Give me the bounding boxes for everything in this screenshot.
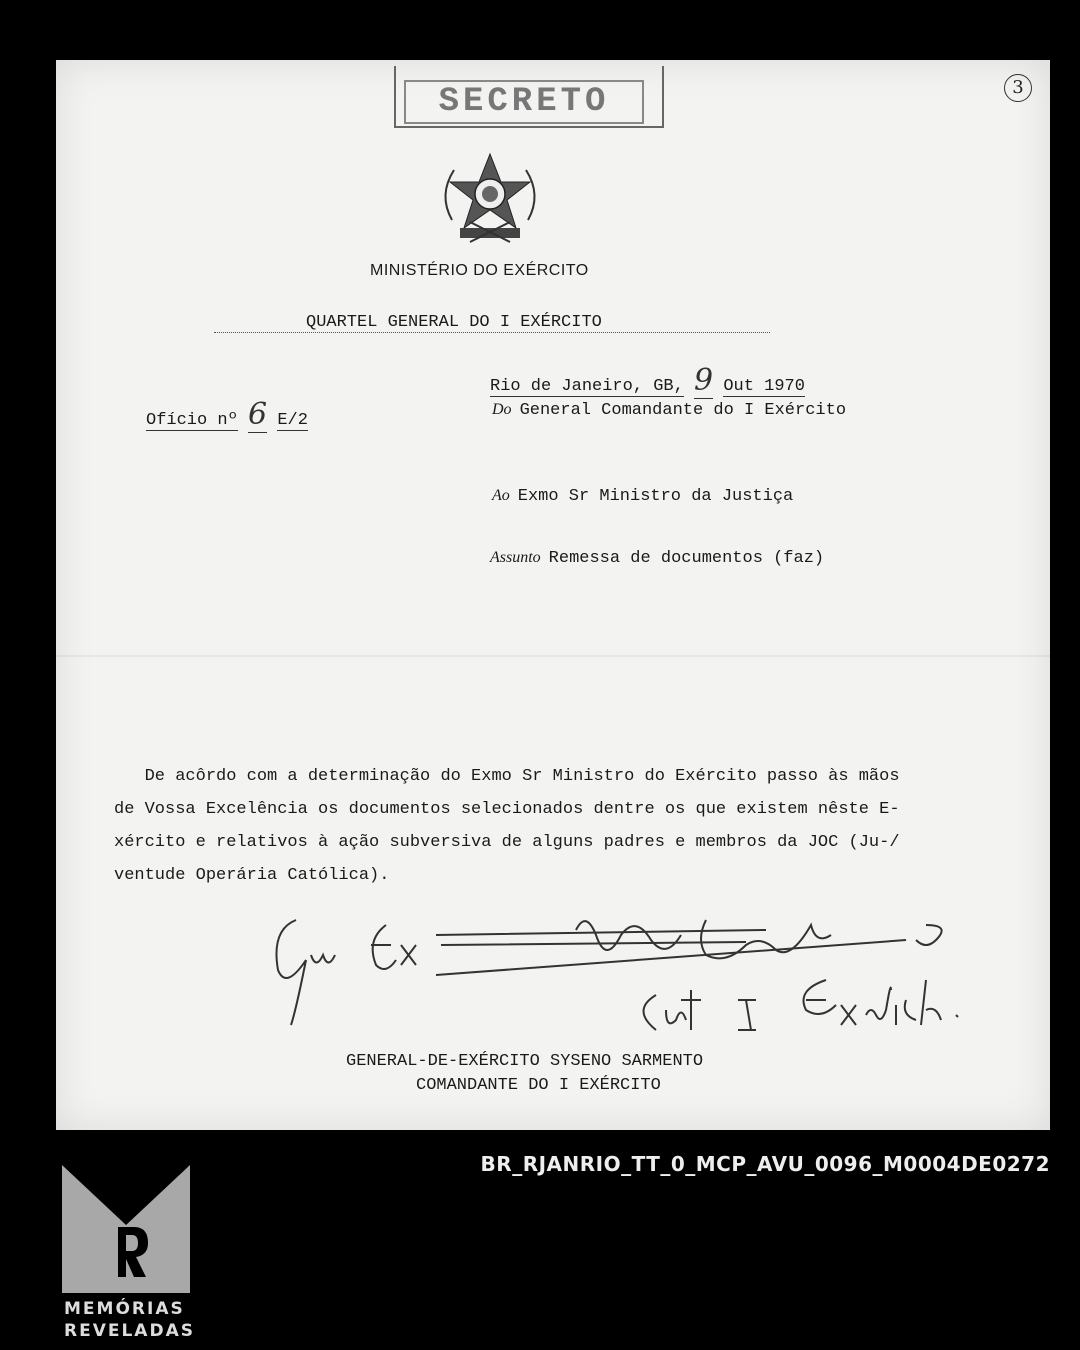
letter-body bbox=[114, 760, 1014, 892]
to-label: Ao bbox=[492, 487, 510, 504]
from-value: General Comandante do I Exército bbox=[519, 401, 847, 420]
date-day: 9 bbox=[694, 363, 714, 398]
oficio-suffix: E/2 bbox=[277, 411, 308, 430]
body-line: xército e relativos à ação subversiva de alguns padres e membros da JOC (Ju-/ bbox=[114, 833, 900, 852]
signer-title: COMANDANTE DO I EXÉRCITO bbox=[416, 1076, 661, 1095]
headquarters-heading: QUARTEL GENERAL DO I EXÉRCITO bbox=[306, 313, 602, 332]
oficio-label: Ofício nº bbox=[146, 411, 238, 430]
oficio-number: 6 bbox=[248, 397, 268, 432]
signer-block bbox=[346, 1050, 766, 1098]
brand-line-1: MEMÓRIAS bbox=[64, 1299, 185, 1319]
subject-line bbox=[490, 549, 824, 568]
date-month-year: Out 1970 bbox=[723, 377, 805, 396]
date-place: Rio de Janeiro, GB, bbox=[490, 377, 684, 396]
oficio-line bbox=[146, 397, 308, 432]
body-line: De acôrdo com a determinação do Exmo Sr Ministro do Exército passo às mãos bbox=[114, 767, 900, 786]
ministry-heading: MINISTÉRIO DO EXÉRCITO bbox=[370, 262, 589, 279]
brand-wordmark bbox=[64, 1298, 195, 1342]
brand-line-2: REVELADAS bbox=[64, 1321, 195, 1341]
from-line bbox=[492, 401, 846, 420]
page-number: 3 bbox=[1004, 74, 1032, 102]
subject-value: Remessa de documentos (faz) bbox=[548, 549, 825, 568]
body-line: ventude Operária Católica). bbox=[114, 866, 390, 885]
reference-code: BR_RJANRIO_TT_0_MCP_AVU_0096_M0004DE0272 bbox=[480, 1152, 1050, 1176]
memorias-reveladas-logo-icon bbox=[62, 1165, 190, 1293]
to-value: Exmo Sr Ministro da Justiça bbox=[517, 487, 794, 506]
secret-stamp-label: SECRETO bbox=[404, 80, 644, 124]
handwritten-signature-icon bbox=[266, 900, 966, 1050]
to-line bbox=[492, 487, 793, 506]
coat-of-arms-icon bbox=[430, 150, 550, 250]
signer-name: GENERAL-DE-EXÉRCITO SYSENO SARMENTO bbox=[346, 1052, 704, 1071]
heading-dotted-rule bbox=[214, 332, 770, 333]
secret-stamp bbox=[394, 66, 664, 128]
from-label: Do bbox=[492, 401, 512, 418]
body-line: de Vossa Excelência os documentos selecionados dentre os que existem nêste E- bbox=[114, 800, 900, 819]
page-fold bbox=[56, 655, 1050, 657]
document-page bbox=[56, 60, 1050, 1130]
subject-label: Assunto bbox=[490, 549, 541, 566]
date-line bbox=[490, 363, 805, 398]
